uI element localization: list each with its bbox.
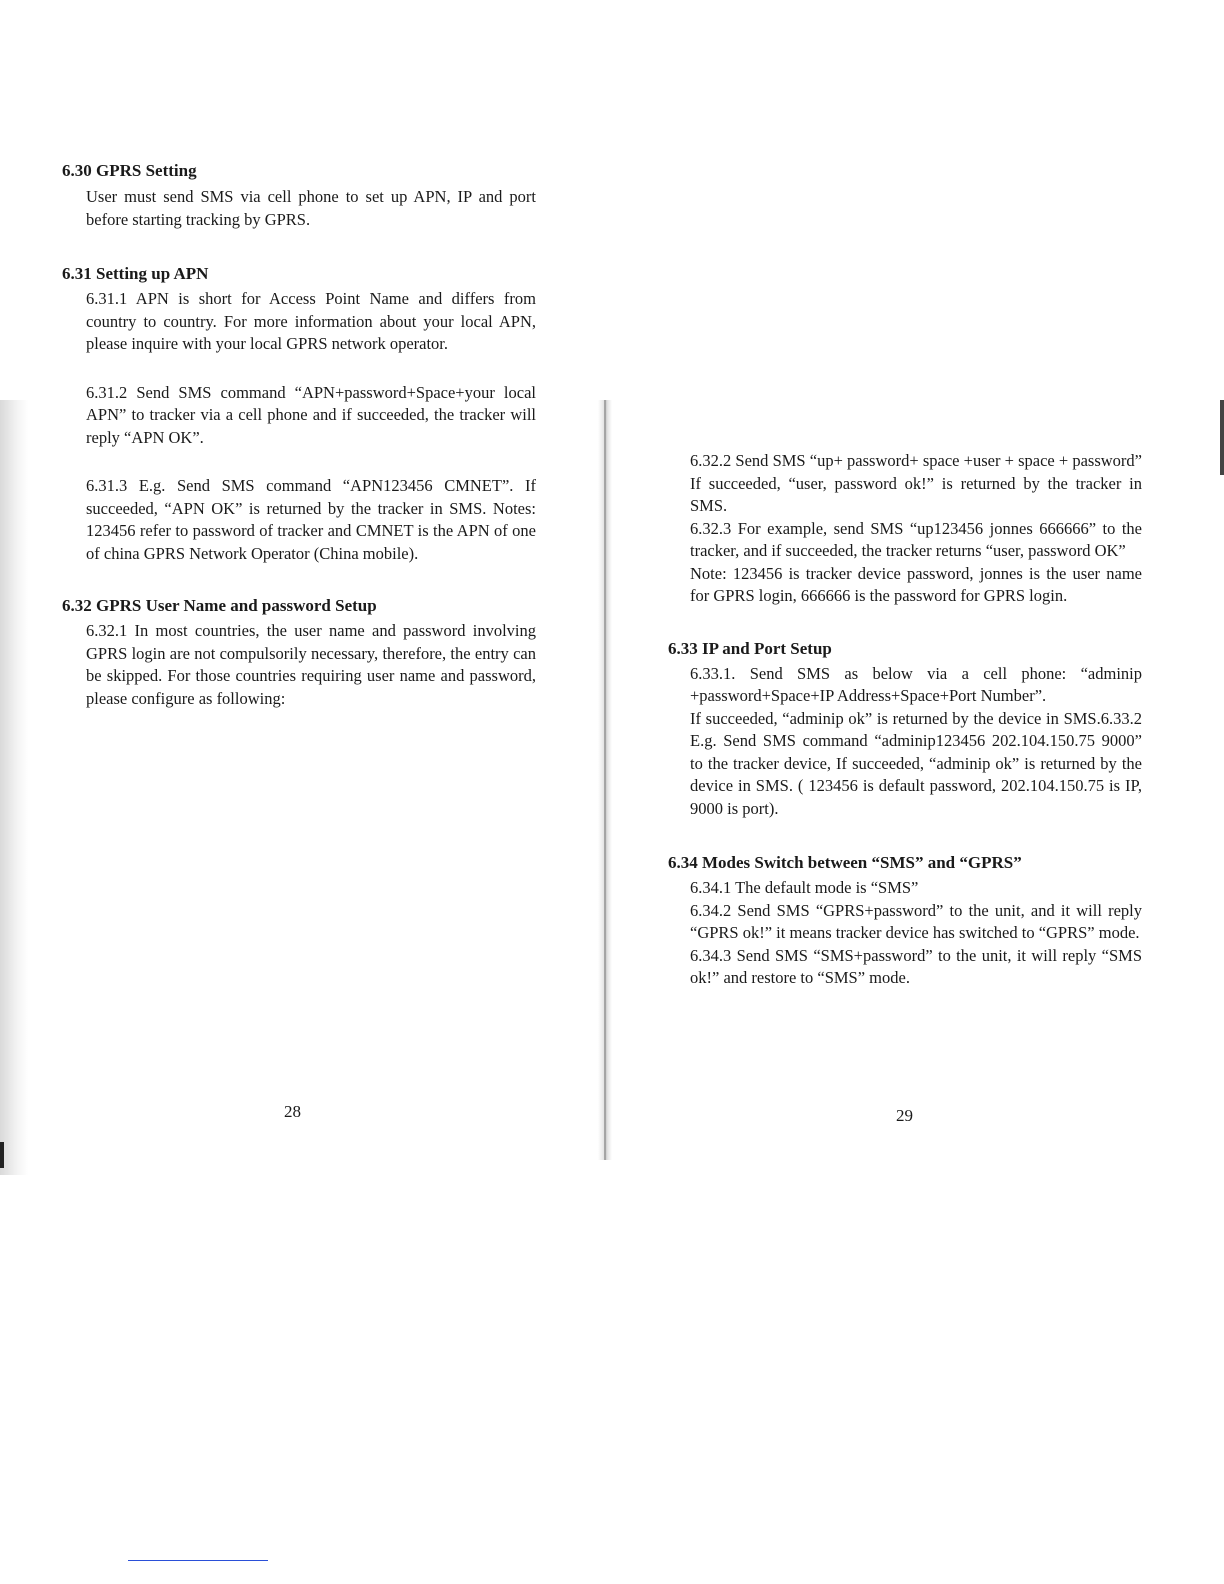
spine-fold-line (604, 400, 606, 1160)
paragraph-6-34-3: 6.34.3 Send SMS “SMS+password” to the unit, it will reply “SMS ok!” and restore to “SMS” mode. (690, 945, 1142, 987)
section-6-34 (668, 852, 1142, 990)
scan-mark-right (1220, 400, 1224, 475)
section-6-31 (62, 263, 536, 565)
section-heading: 6.34 Modes Switch between “SMS” and “GPRS” (668, 853, 1022, 872)
section-heading: 6.31 Setting up APN (62, 264, 209, 283)
section-heading: 6.30 GPRS Setting (62, 161, 197, 180)
underline-artifact (128, 1560, 268, 1561)
section-6-33 (668, 638, 1142, 821)
paragraph-6-31-3: 6.31.3 E.g. Send SMS command “APN123456 CMNET”. If succeeded, “APN OK” is returned by the tracker in SMS. Notes: 123456 refer to password of tracker and CMNET is the APN of one of china GPRS Network Operator (China mobile). (86, 476, 536, 563)
note-paragraph: Note: 123456 is tracker device password, jonnes is the user name for GPRS login, 666666 is the password for GPRS login. (690, 563, 1142, 605)
paragraph-6-34-2: 6.34.2 Send SMS “GPRS+password” to the unit, and it will reply “GPRS ok!” it means tracker device has switched to “GPRS” mode. (690, 900, 1142, 942)
paragraph-6-33-1: 6.33.1. Send SMS as below via a cell phone: “adminip +password+Space+IP Address+Space+Port Number”. (690, 663, 1142, 705)
scan-mark-left (0, 1142, 4, 1168)
paragraph-6-33-2: If succeeded, “adminip ok” is returned by the device in SMS.6.33.2 E.g. Send SMS command “adminip123456 202.104.150.75 9000” to the tracker device, If succeeded, “adminip ok” is returned by the device in SMS. ( 123456 is default password, 202.104.150.75 is IP, 9000 is port). (690, 708, 1142, 818)
section-6-32-continued (668, 450, 1142, 608)
page-number-left: 28 (284, 1102, 301, 1121)
section-heading: 6.33 IP and Port Setup (668, 638, 832, 658)
paragraph-6-32-2: 6.32.2 Send SMS “up+ password+ space +user + space + password” If succeeded, “user, password ok!” is returned by the tracker in SMS. (690, 451, 1142, 515)
paragraph-6-32-3: 6.32.3 For example, send SMS “up123456 jonnes 666666” to the tracker, and if succeeded, the tracker returns “user, password OK” (690, 518, 1142, 560)
section-body: User must send SMS via cell phone to set up APN, IP and port before starting tracking by GPRS. (86, 187, 536, 229)
paragraph-6-31-1: 6.31.1 APN is short for Access Point Name and differs from country to country. For more information about your local APN, please inquire with your local GPRS network operator. (86, 289, 536, 353)
scan-shadow-left (0, 400, 28, 1175)
page-number-right: 29 (896, 1106, 913, 1125)
paragraph-6-31-2: 6.31.2 Send SMS command “APN+password+Space+your local APN” to tracker via a cell phone and if succeeded, the tracker will reply “APN OK”. (86, 382, 536, 447)
paragraph-6-32-1: 6.32.1 In most countries, the user name and password involving GPRS login are not compulsorily necessary, therefore, the entry can be skipped. For those countries requiring user name and password, please configure as following: (86, 621, 536, 708)
left-page-column (62, 160, 536, 710)
section-6-30 (62, 160, 536, 231)
right-page-column (668, 450, 1142, 990)
section-heading: 6.32 GPRS User Name and password Setup (62, 596, 377, 615)
paragraph-6-34-1: 6.34.1 The default mode is “SMS” (690, 878, 919, 897)
section-6-32 (62, 595, 536, 710)
